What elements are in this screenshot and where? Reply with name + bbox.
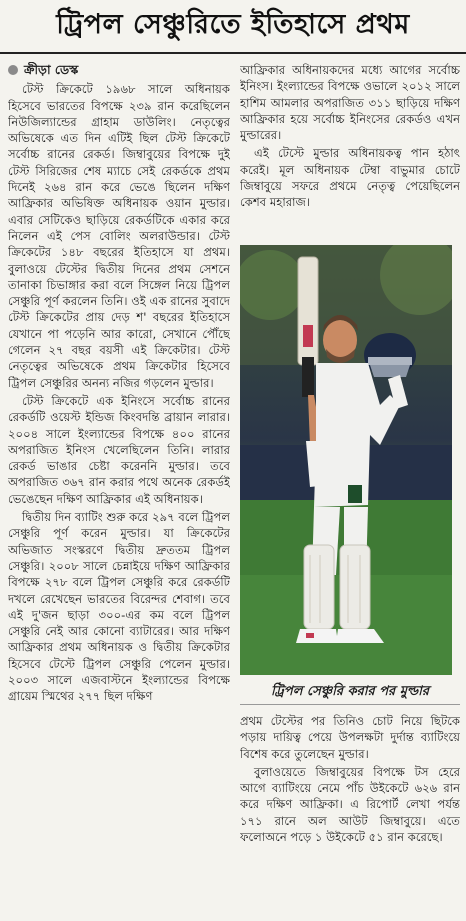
paragraph: বুলাওয়েতে জিম্বাবুয়ের বিপক্ষে টস হেরে আগে ব্যাটিংয়ে নেমে পাঁচ উইকেটে ৬২৬ রান করে দক্ষিণ আফ্রিকা। এ রিপোর্ট লেখা পর্যন্ত ১৭১ রানে অল আউট জিম্বাবুয়ে। এতে ফলোঅনে পড়ে ১ উইকেটে ৫১ রান করেছে। [240,764,460,845]
paragraph: টেস্ট ক্রিকেটে ১৯৬৮ সালে অধিনায়ক হিসেবে ভারতের বিপক্ষে ২৩৯ রান করেছিলেন নিউজিল্যান্ডের গ্রাহাম ডাউলিং। নেতৃত্বের অভিষেকে এত দিন এটিই ছিল টেস্ট ক্রিকেটে সর্বোচ্চ রানের রেকর্ড। জিম্বাবুয়ের বিপক্ষে দুই টেস্ট সিরিজের শেষ ম্যাচে সেই রেকর্ডকে প্রথম দিনেই ২৬৪ রান করে ভেঙে ছিলেন দক্ষিণ আফ্রিকার অভিষিক্ত অধিনায়ক ওয়ান মুল্ডার। এবার সেটিকেও ছাড়িয়ে রেকর্ডটিকে একার করে নিলেন এই পেস বোলিং অলরাউন্ডার। টেস্ট ক্রিকেটের ১৪৮ বছরের ইতিহাসে যা প্রথম। বুলাওয়ে টেস্টের দ্বিতীয় দিনের প্রথম সেশনে তানাকা চিভাঙ্গার করা বলে সিঙ্গেল নিয়ে ট্রিপল সেঞ্চুরি পূর্ণ করলেন তিনি। ওই এক রানের সুবাদে টেস্ট ক্রিকেটের প্রায় দেড় শ' বছরের ইতিহাসে যেখানে পা পড়েনি আর কারো, সেখানে পৌঁছে গেলেন ২৭ বছর বয়সী এই ক্রিকেটার। টেস্ট নেতৃত্বের অভিষেকে প্রথম ক্রিকেটার হিসেবে ট্রিপল সেঞ্চুরির অনন্য নজির গড়লেন মুল্ডার। [8,82,230,390]
article-column-right-top [240,62,460,240]
article-column-left [8,62,230,917]
article-column-right-bottom [240,713,460,917]
cricket-player-photo [240,245,452,675]
photo-caption: ট্রিপল সেঞ্চুরি করার পর মুল্ডার [240,681,460,705]
paragraph: টেস্ট ক্রিকেটে এক ইনিংসে সর্বোচ্চ রানের রেকর্ডটি ওয়েস্ট ইন্ডিজ কিংবদন্তি ব্রায়ান লারার। ২০০৪ সালে ইংল্যান্ডের বিপক্ষে ৪০০ রানের অপরাজিত ইনিংস খেলেছিলেন তিনি। লারার রেকর্ড ভাঙার চেষ্টা করেননি মুল্ডার। তবে অপরাজিত ৩৬৭ রান করার পথে অনেক রেকর্ডই ভেঙেছেন দক্ষিণ আফ্রিকার এই অধিনায়ক। [8,393,230,506]
paragraph: এই টেস্টে মুল্ডার অধিনায়কত্ব পান হঠাৎ করেই। মূল অধিনায়ক টেম্বা বাভুমার চোটে জিম্বাবুয়ে সফরে প্রথমে নেতৃত্ব পেয়েছিলেন কেশব মহারাজ। [240,146,460,210]
byline [8,62,230,78]
byline-bullet-icon [8,65,18,75]
paragraph: দ্বিতীয় দিন ব্যাটিং শুরু করে ২৯৭ বলে ট্রিপল সেঞ্চুরি পূর্ণ করেন মুল্ডার। যা ক্রিকেটের অভিজাত সংস্করণে দ্বিতীয় দ্রুততম ট্রিপল সেঞ্চুরি। ২০০৮ সালে চেন্নাইয়ে দক্ষিণ আফ্রিকার বিপক্ষে ২৭৮ বলে ট্রিপল সেঞ্চুরি করে রেকর্ডটি দখলে রেখেছেন ভারতের বিরেন্দর শেবাগ। তবে এই দু'জন ছাড়া ৩০০-এর কম বলে ট্রিপল সেঞ্চুরি নেই আর কোনো ব্যাটারের। আর দক্ষিণ আফ্রিকার প্রথম অধিনায়ক ও দ্বিতীয় ক্রিকেটার হিসেবে টেস্টে ট্রিপল সেঞ্চুরি পেলেন মুল্ডার। ২০০৩ সালে এজবাস্টনে ইংল্যান্ডের বিপক্ষে গ্রায়েম স্মিথের ২৭৭ ছিল দক্ষিণ [8,510,230,704]
paragraph: প্রথম টেস্টের পর তিনিও চোট নিয়ে ছিটকে পড়ায় দায়িত্ব পেয়ে উপলক্ষটা দুর্দান্ত ব্যাটিংয়ে বিশেষ করে তুলেছেন মুল্ডার। [240,714,460,761]
headline: ট্রিপল সেঞ্চুরিতে ইতিহাসে প্রথম [0,0,466,54]
byline-text: ক্রীড়া ডেস্ক [24,62,79,77]
paragraph: আফ্রিকার অধিনায়কদের মধ্যে আগের সর্বোচ্চ ইনিংস। ইংল্যান্ডের বিপক্ষে ওভালে ২০১২ সালে হাশিম আমলার অপরাজিত ৩১১ ছাড়িয়ে দক্ষিণ আফ্রিকার হয়ে সর্বোচ্চ ইনিংসের রেকর্ডও এখন মুল্ডারের। [240,63,460,143]
